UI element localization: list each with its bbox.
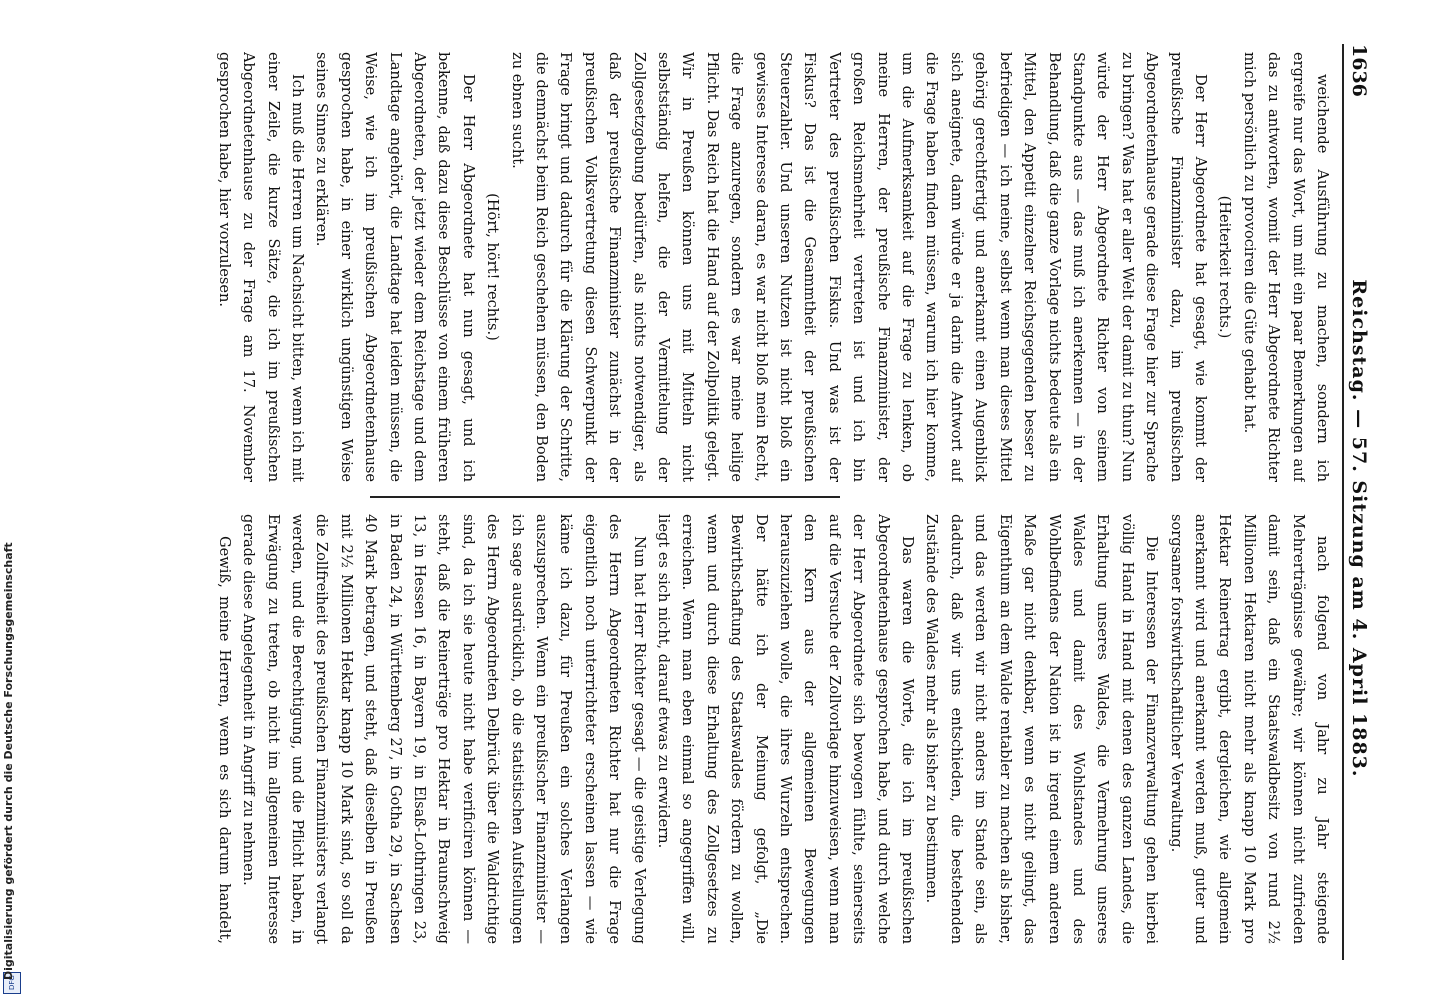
paragraph: Gewiß, meine Herren, wenn es sich darum handelt,	[215, 536, 233, 944]
paragraph: Die Interessen der Finanzverwaltung gehen hierbei völlig Hand in Hand mit denen des ganzen Landes, die Erhaltung unseres Waldes, die Vermehrung unseres Waldes und damit des Wohlstandes und des Wohlbefindens der Nation ist in irgend einem anderen Maße gar nicht denkbar, wenn es nicht gelingt, das Eigenthum an dem Walde rentabler zu machen als bisher, und das werden wir nicht anders im Stande sein, als dadurch, daß wir uns entschieden, die bestehenden Zustände des Waldes mehr als bisher zu bestimmen.	[923, 514, 1161, 944]
page-header	[1342, 44, 1378, 960]
session-title: Reichstag. — 57. Sitzung am 4. April 1883.	[1348, 279, 1370, 778]
page-number: 1636	[1348, 44, 1370, 97]
left-text-column	[214, 52, 1334, 482]
paragraph: Der Herr Abgeordnete hat gesagt, wie kommt der preußische Finanzminister dazu, im preußischen Abgeordnetenhause gerade diese Frage hier zur Sprache zu bringen? Was hat er aller Welt der damit zu thun? Nun würde der Herr Abgeordnete Richter von seinem Standpunkte aus — das muß ich anerkennen — in der Behandlung, daß die ganze Vorlage nichts bedeute als ein Mittel, den Appetit einzelner Reichsgegenden besser zu befriedigen — ich meine, selbst wenn man dieses Mittel gehörig gerechtfertigt und anerkannt einen Augenblick sich aneignete, dann würde er ja darin die Antwort auf die Frage haben finden müssen, warum ich hier komme, um die Aufmerksamkeit auf die Frage zu lenken, ob meine Herren, der preußische Finanzminister, der großen Reichsmehrheit vertreten ist und ich bin Vertreter des preußischen Fiskus. Und was ist der Fiskus? Das ist die Gesammtheit der preußischen Steuerzahler. Und unseren Nutzen ist nicht bloß ein gewisses Interesse daran, es war nicht bloß mein Recht, die Frage anzuregen, sondern es war meine heilige Pflicht. Das Reich hat die Hand auf der Zollpolitik gelegt. Wir in Preußen können uns mit Mitteln nicht selbstständig helfen, die der Vermittelung der Zollgesetzgebung bedürfen, als nichts notwendiger, als daß der preußische Finanzminister zunächst in der preußischen Volksvertretung diesen Schwerpunkt der Frage bringt und dadurch für die Klärung der Schritte, die demnächst beim Reich geschehen müssen, den Boden zu ebnen sucht.	[508, 52, 1209, 482]
digitization-credit-text: Digitalisierung gefördert durch die Deutsche Forschungsgemeinschaft	[2, 542, 15, 980]
rotated-document-page	[178, 0, 1420, 1000]
paragraph: nach folgend von Jahr zu Jahr steigende Mehrerträgnisse gewähre; wir können nicht zufrieden damit sein, daß ein Staatswaldbesitz von rund 2½ Millionen Hektaren nicht mehr als knapp 10 Mark pro Hektar Reinertrag ergibt, dergleichen, wie allgemein anerkannt wird und anerkannt werden muß, guter und sorgsamer forstwirthschaftlicher Verwaltung.	[1167, 514, 1331, 944]
paragraph: Der Herr Abgeordnete hat nun gesagt, und ich bekenne, daß dazu diese Beschlüsse von einem früheren Abgeordneten, der jetzt wieder dem Reichstage und dem Landtage angehört, die Landtage hat leiden müssen, die Weise, wie ich im preußischen Abgeordnetenhause gesprochen habe, in einer wirklich ungünstigen Weise seines Sinnes zu erklären.	[313, 52, 477, 482]
dfg-logo: DFG	[3, 972, 21, 994]
right-text-column	[214, 514, 1334, 944]
parliamentary-interjection: (Hört, hört! rechts.)	[484, 193, 502, 341]
paragraph: weichende Ausführung zu machen, sondern ich ergreife nur das Wort, um mit ein paar Bemerkungen auf das zu antworten, womit der Herr Abgeordnete Richter mich persönlich zu provociren die Güte gehabt hat.	[1240, 52, 1331, 482]
column-divider	[370, 496, 840, 498]
parliamentary-interjection: (Heiterkeit rechts.)	[1216, 195, 1234, 339]
paragraph: Ich muß die Herren um Nachsicht bitten, wenn ich mit einer Zeile, die kurze Sätze, die ich im preußischen Abgeordnetenhause zu der Frage am 17. November gesprochen habe, hier vorzulesen.	[215, 52, 306, 482]
digitization-credit	[0, 0, 22, 1000]
paragraph: Das waren die Worte, die ich im preußischen Abgeordnetenhause gesprochen habe, und durch welche der Herr Abgeordnete sich bewogen fühlte, seinerseits auf die Versuche der Zollvorlage hinzuweisen, wenn man den Kern aus der allgemeinen Bewegungen herauszuziehen wolle, die ihres Wurzeln entsprechen. Der hätte ich der Meinung gefolgt, „Die Bewirthschaftung des Staatswaldes fördern zu wollen, wenn und durch diese Erhaltung des Zollgesetzes zu erreichen. Wenn man eben einmal so angegriffen will, liegt es sich nicht, darauf etwas zu erwidern.	[655, 514, 917, 944]
paragraph: Nun hat Herr Richter gesagt — die geistige Verlegung des Herrn Abgeordneten Richter hat nur die Frage eigentlich noch unterrichteter erscheinen lassen — wie käme ich dazu, für Preußen ein solches Verlangen auszusprechen. Wenn ein preußischer Finanzminister — ich sage ausdrücklich, ob die statistischen Aufstellungen des Herrn Abgeordneten Delbrück über die Waldrichtige sind, da ich sie heute nicht habe verificiren können — steht, daß die Reinerträge pro Hektar in Braunschweig 13, in Hessen 16, in Bayern 19, in Elsaß-Lothringen 23, in Baden 24, in Württemberg 27, in Gotha 29, in Sachsen 40 Mark betragen, und steht, daß dieselben in Preußen mit 2½ Millionen Hektar knapp 10 Mark sind, so soll da die Zollfreiheit des preußischen Finanzministers verlangt werden, und die Berechtigung, und die Pflicht haben, in Erwägung zu treten, ob nicht im allgemeinen Interesse gerade diese Angelegenheit in Angriff zu nehmen.	[240, 514, 648, 944]
